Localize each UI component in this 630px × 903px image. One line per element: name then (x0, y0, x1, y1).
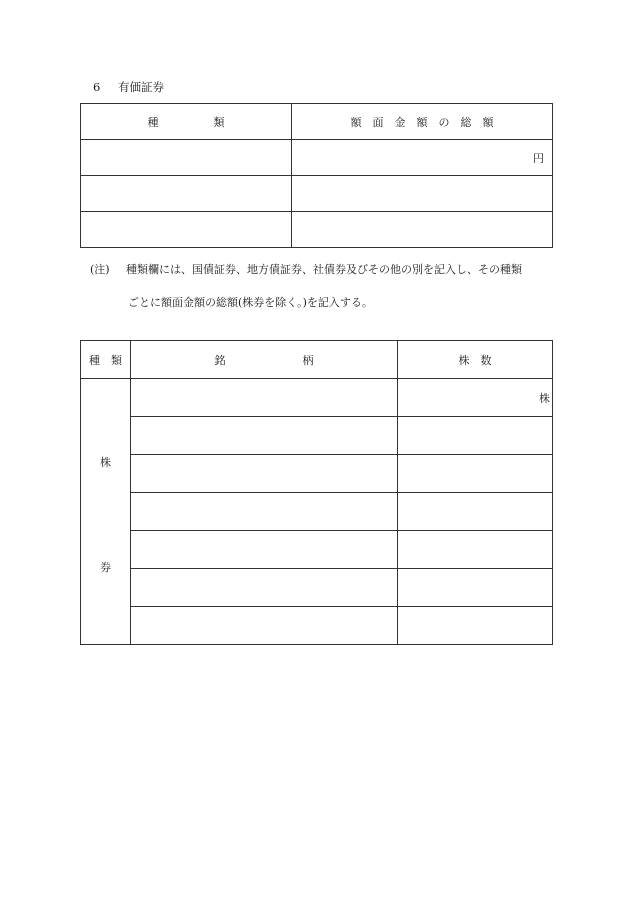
brand-input-cell[interactable] (131, 455, 398, 493)
column-header-shares: 株 数 (398, 341, 553, 379)
note-line-1: 種類欄には、国債証券、地方債証券、社債券及びその他の別を記入し、その種類 (126, 263, 522, 276)
table-row (81, 417, 553, 455)
stock-table (80, 340, 553, 645)
section-title: 有価証券 (117, 80, 164, 94)
table-row (81, 607, 553, 645)
table-header-row (81, 341, 553, 379)
table-row (81, 140, 553, 176)
amount-input-cell[interactable] (292, 140, 553, 176)
brand-input-cell[interactable] (131, 493, 398, 531)
kind-input-cell[interactable] (81, 176, 292, 212)
brand-input-cell[interactable] (131, 417, 398, 455)
brand-input-cell[interactable] (131, 569, 398, 607)
securities-table (80, 103, 553, 248)
table-row (81, 212, 553, 248)
shares-input-cell[interactable] (398, 531, 553, 569)
brand-input-cell[interactable] (131, 379, 398, 417)
stock-kind-cell (81, 379, 131, 645)
section-number: 6 (93, 80, 101, 94)
stock-kind-char-2: 券 (100, 561, 111, 574)
stock-kind-char-1: 株 (100, 456, 111, 469)
kind-input-cell[interactable] (81, 212, 292, 248)
table-row (81, 455, 553, 493)
column-header-kind: 種 類 (81, 104, 292, 140)
column-header-kind: 種 類 (81, 341, 131, 379)
brand-input-cell[interactable] (131, 607, 398, 645)
shares-input-cell[interactable] (398, 493, 553, 531)
note-text (90, 253, 560, 319)
shares-input-cell[interactable] (398, 455, 553, 493)
note-line-2: ごとに額面金額の総額(株券を除く。)を記入する。 (128, 296, 373, 309)
table-row (81, 379, 553, 417)
kind-input-cell[interactable] (81, 140, 292, 176)
note-mark: (注) (90, 263, 110, 276)
shares-unit-label: 株 (539, 391, 550, 405)
shares-input-cell[interactable] (398, 379, 553, 417)
column-header-brand: 銘 柄 (131, 341, 398, 379)
amount-input-cell[interactable] (292, 176, 553, 212)
column-header-face-amount: 額 面 金 額 の 総 額 (292, 104, 553, 140)
section-heading (93, 79, 164, 95)
shares-input-cell[interactable] (398, 417, 553, 455)
yen-unit-label: 円 (533, 151, 544, 165)
table-row (81, 493, 553, 531)
table-header-row (81, 104, 553, 140)
table-row (81, 176, 553, 212)
shares-input-cell[interactable] (398, 607, 553, 645)
table-row (81, 531, 553, 569)
shares-input-cell[interactable] (398, 569, 553, 607)
table-row (81, 569, 553, 607)
brand-input-cell[interactable] (131, 531, 398, 569)
amount-input-cell[interactable] (292, 212, 553, 248)
